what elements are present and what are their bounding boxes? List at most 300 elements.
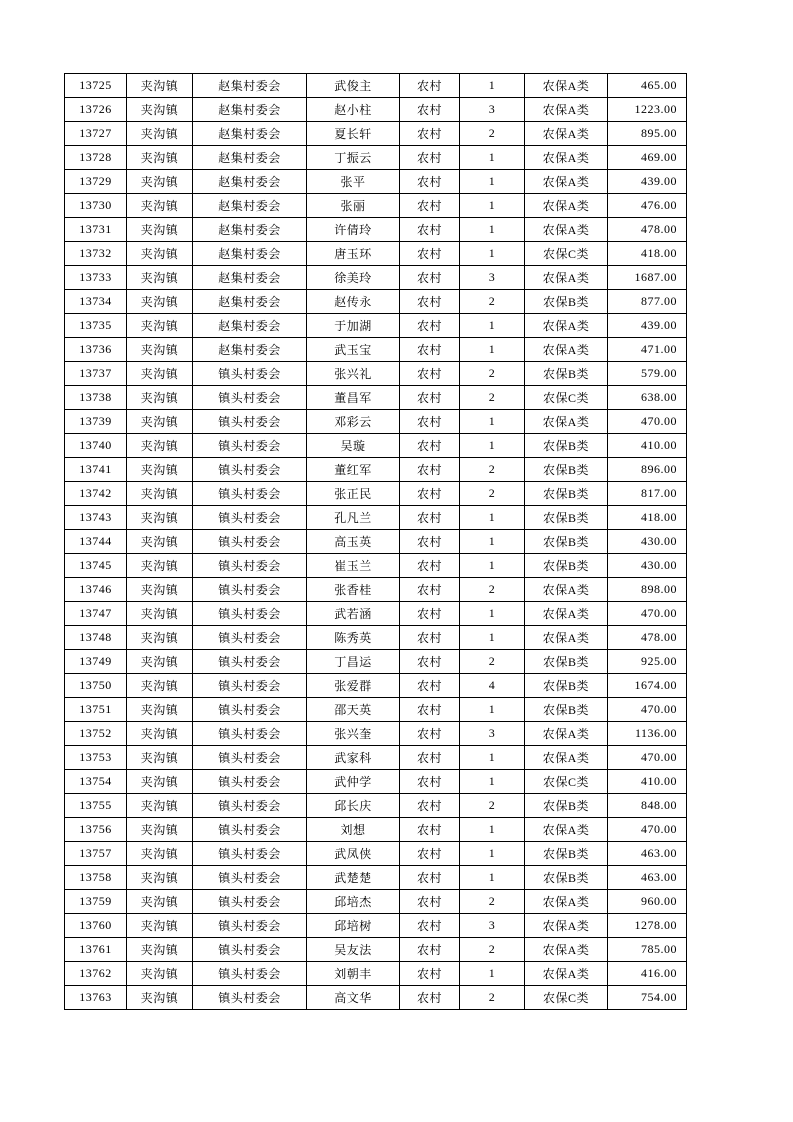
- table-row: [65, 746, 687, 770]
- cell-village: 镇头村委会: [193, 674, 307, 698]
- table-row: [65, 794, 687, 818]
- cell-amount: 478.00: [608, 626, 687, 650]
- cell-type: 农村: [400, 818, 460, 842]
- cell-category: 农保A类: [525, 818, 608, 842]
- table-row: [65, 698, 687, 722]
- cell-count: 1: [460, 338, 525, 362]
- cell-id: 13754: [65, 770, 127, 794]
- cell-village: 镇头村委会: [193, 722, 307, 746]
- cell-id: 13741: [65, 458, 127, 482]
- cell-name: 许倩玲: [307, 218, 400, 242]
- table-row: [65, 410, 687, 434]
- cell-name: 邱培树: [307, 914, 400, 938]
- cell-type: 农村: [400, 674, 460, 698]
- cell-name: 高玉英: [307, 530, 400, 554]
- cell-type: 农村: [400, 458, 460, 482]
- cell-category: 农保B类: [525, 362, 608, 386]
- cell-name: 董红军: [307, 458, 400, 482]
- cell-type: 农村: [400, 386, 460, 410]
- cell-town: 夹沟镇: [127, 650, 193, 674]
- cell-id: 13755: [65, 794, 127, 818]
- cell-village: 镇头村委会: [193, 962, 307, 986]
- cell-name: 张兴礼: [307, 362, 400, 386]
- cell-category: 农保A类: [525, 914, 608, 938]
- cell-amount: 470.00: [608, 698, 687, 722]
- cell-town: 夹沟镇: [127, 266, 193, 290]
- cell-name: 武玉宝: [307, 338, 400, 362]
- cell-type: 农村: [400, 530, 460, 554]
- cell-category: 农保B类: [525, 554, 608, 578]
- cell-id: 13730: [65, 194, 127, 218]
- cell-name: 唐玉环: [307, 242, 400, 266]
- cell-type: 农村: [400, 434, 460, 458]
- cell-count: 2: [460, 290, 525, 314]
- table-row: [65, 890, 687, 914]
- cell-amount: 579.00: [608, 362, 687, 386]
- cell-amount: 478.00: [608, 218, 687, 242]
- table-row: [65, 650, 687, 674]
- table-row: [65, 770, 687, 794]
- cell-village: 镇头村委会: [193, 866, 307, 890]
- table-row: [65, 914, 687, 938]
- cell-category: 农保A类: [525, 962, 608, 986]
- cell-type: 农村: [400, 578, 460, 602]
- cell-amount: 1687.00: [608, 266, 687, 290]
- cell-village: 镇头村委会: [193, 698, 307, 722]
- cell-id: 13757: [65, 842, 127, 866]
- cell-id: 13738: [65, 386, 127, 410]
- cell-name: 刘想: [307, 818, 400, 842]
- cell-town: 夹沟镇: [127, 362, 193, 386]
- table-row: [65, 866, 687, 890]
- cell-amount: 469.00: [608, 146, 687, 170]
- cell-town: 夹沟镇: [127, 842, 193, 866]
- cell-id: 13726: [65, 98, 127, 122]
- cell-count: 1: [460, 194, 525, 218]
- cell-amount: 471.00: [608, 338, 687, 362]
- cell-type: 农村: [400, 194, 460, 218]
- cell-category: 农保A类: [525, 98, 608, 122]
- table-row: [65, 626, 687, 650]
- cell-town: 夹沟镇: [127, 122, 193, 146]
- cell-category: 农保B类: [525, 842, 608, 866]
- cell-category: 农保A类: [525, 74, 608, 98]
- table-row: [65, 266, 687, 290]
- cell-category: 农保A类: [525, 338, 608, 362]
- cell-type: 农村: [400, 98, 460, 122]
- cell-category: 农保A类: [525, 146, 608, 170]
- cell-id: 13751: [65, 698, 127, 722]
- cell-count: 1: [460, 698, 525, 722]
- cell-id: 13731: [65, 218, 127, 242]
- cell-category: 农保C类: [525, 242, 608, 266]
- cell-count: 2: [460, 986, 525, 1010]
- cell-count: 1: [460, 626, 525, 650]
- cell-id: 13758: [65, 866, 127, 890]
- cell-count: 1: [460, 842, 525, 866]
- cell-village: 赵集村委会: [193, 170, 307, 194]
- cell-type: 农村: [400, 866, 460, 890]
- table-row: [65, 530, 687, 554]
- cell-town: 夹沟镇: [127, 410, 193, 434]
- cell-village: 镇头村委会: [193, 482, 307, 506]
- table-row: [65, 338, 687, 362]
- cell-type: 农村: [400, 170, 460, 194]
- cell-town: 夹沟镇: [127, 146, 193, 170]
- cell-category: 农保B类: [525, 794, 608, 818]
- cell-count: 1: [460, 770, 525, 794]
- table-row: [65, 458, 687, 482]
- cell-type: 农村: [400, 626, 460, 650]
- cell-id: 13739: [65, 410, 127, 434]
- cell-type: 农村: [400, 410, 460, 434]
- cell-name: 赵小柱: [307, 98, 400, 122]
- table-row: [65, 962, 687, 986]
- cell-name: 武楚楚: [307, 866, 400, 890]
- cell-count: 2: [460, 482, 525, 506]
- cell-village: 镇头村委会: [193, 770, 307, 794]
- table-row: [65, 146, 687, 170]
- cell-count: 3: [460, 98, 525, 122]
- cell-category: 农保C类: [525, 386, 608, 410]
- cell-amount: 1278.00: [608, 914, 687, 938]
- cell-village: 赵集村委会: [193, 122, 307, 146]
- cell-category: 农保A类: [525, 170, 608, 194]
- cell-id: 13728: [65, 146, 127, 170]
- cell-category: 农保B类: [525, 482, 608, 506]
- cell-town: 夹沟镇: [127, 530, 193, 554]
- cell-name: 丁振云: [307, 146, 400, 170]
- cell-name: 武家科: [307, 746, 400, 770]
- cell-category: 农保A类: [525, 122, 608, 146]
- cell-type: 农村: [400, 794, 460, 818]
- cell-count: 1: [460, 146, 525, 170]
- cell-id: 13733: [65, 266, 127, 290]
- cell-amount: 470.00: [608, 746, 687, 770]
- cell-count: 1: [460, 314, 525, 338]
- cell-name: 丁昌运: [307, 650, 400, 674]
- cell-village: 镇头村委会: [193, 362, 307, 386]
- cell-town: 夹沟镇: [127, 290, 193, 314]
- cell-village: 赵集村委会: [193, 290, 307, 314]
- cell-amount: 785.00: [608, 938, 687, 962]
- cell-village: 赵集村委会: [193, 314, 307, 338]
- cell-amount: 439.00: [608, 314, 687, 338]
- cell-category: 农保A类: [525, 746, 608, 770]
- cell-amount: 439.00: [608, 170, 687, 194]
- cell-town: 夹沟镇: [127, 98, 193, 122]
- cell-id: 13748: [65, 626, 127, 650]
- table-row: [65, 362, 687, 386]
- cell-type: 农村: [400, 314, 460, 338]
- cell-id: 13756: [65, 818, 127, 842]
- cell-count: 3: [460, 722, 525, 746]
- cell-id: 13737: [65, 362, 127, 386]
- cell-type: 农村: [400, 914, 460, 938]
- cell-village: 镇头村委会: [193, 650, 307, 674]
- cell-amount: 470.00: [608, 410, 687, 434]
- cell-count: 1: [460, 962, 525, 986]
- cell-name: 陈秀英: [307, 626, 400, 650]
- cell-amount: 877.00: [608, 290, 687, 314]
- cell-count: 2: [460, 938, 525, 962]
- cell-type: 农村: [400, 746, 460, 770]
- cell-type: 农村: [400, 890, 460, 914]
- cell-category: 农保A类: [525, 578, 608, 602]
- cell-town: 夹沟镇: [127, 866, 193, 890]
- cell-count: 3: [460, 266, 525, 290]
- cell-village: 镇头村委会: [193, 890, 307, 914]
- cell-town: 夹沟镇: [127, 458, 193, 482]
- cell-village: 镇头村委会: [193, 746, 307, 770]
- cell-village: 赵集村委会: [193, 266, 307, 290]
- cell-count: 4: [460, 674, 525, 698]
- table-row: [65, 218, 687, 242]
- cell-village: 镇头村委会: [193, 458, 307, 482]
- cell-name: 邱培杰: [307, 890, 400, 914]
- cell-name: 董昌军: [307, 386, 400, 410]
- cell-category: 农保B类: [525, 530, 608, 554]
- cell-village: 镇头村委会: [193, 602, 307, 626]
- cell-type: 农村: [400, 122, 460, 146]
- table-row: [65, 506, 687, 530]
- cell-name: 邵天英: [307, 698, 400, 722]
- cell-amount: 848.00: [608, 794, 687, 818]
- cell-amount: 463.00: [608, 842, 687, 866]
- table-row: [65, 194, 687, 218]
- cell-id: 13763: [65, 986, 127, 1010]
- cell-village: 镇头村委会: [193, 818, 307, 842]
- cell-amount: 476.00: [608, 194, 687, 218]
- cell-amount: 896.00: [608, 458, 687, 482]
- cell-id: 13732: [65, 242, 127, 266]
- cell-name: 张正民: [307, 482, 400, 506]
- cell-name: 张香桂: [307, 578, 400, 602]
- cell-village: 镇头村委会: [193, 986, 307, 1010]
- table-row: [65, 314, 687, 338]
- cell-count: 2: [460, 794, 525, 818]
- cell-count: 1: [460, 218, 525, 242]
- table-row: [65, 98, 687, 122]
- cell-village: 镇头村委会: [193, 914, 307, 938]
- cell-town: 夹沟镇: [127, 434, 193, 458]
- cell-id: 13729: [65, 170, 127, 194]
- cell-category: 农保A类: [525, 938, 608, 962]
- cell-town: 夹沟镇: [127, 194, 193, 218]
- cell-name: 赵传永: [307, 290, 400, 314]
- cell-village: 镇头村委会: [193, 842, 307, 866]
- cell-id: 13753: [65, 746, 127, 770]
- cell-type: 农村: [400, 290, 460, 314]
- cell-amount: 925.00: [608, 650, 687, 674]
- table-row: [65, 170, 687, 194]
- cell-type: 农村: [400, 266, 460, 290]
- cell-id: 13761: [65, 938, 127, 962]
- table-row: [65, 434, 687, 458]
- table-row: [65, 74, 687, 98]
- cell-amount: 416.00: [608, 962, 687, 986]
- cell-town: 夹沟镇: [127, 386, 193, 410]
- cell-type: 农村: [400, 218, 460, 242]
- cell-category: 农保B类: [525, 458, 608, 482]
- cell-category: 农保A类: [525, 266, 608, 290]
- cell-town: 夹沟镇: [127, 554, 193, 578]
- cell-village: 镇头村委会: [193, 794, 307, 818]
- cell-amount: 1223.00: [608, 98, 687, 122]
- cell-town: 夹沟镇: [127, 338, 193, 362]
- cell-village: 镇头村委会: [193, 938, 307, 962]
- cell-amount: 470.00: [608, 602, 687, 626]
- cell-town: 夹沟镇: [127, 722, 193, 746]
- cell-category: 农保B类: [525, 866, 608, 890]
- table-row: [65, 842, 687, 866]
- cell-town: 夹沟镇: [127, 170, 193, 194]
- cell-amount: 960.00: [608, 890, 687, 914]
- table-row: [65, 482, 687, 506]
- cell-amount: 898.00: [608, 578, 687, 602]
- cell-name: 武若涵: [307, 602, 400, 626]
- cell-name: 孔凡兰: [307, 506, 400, 530]
- cell-category: 农保B类: [525, 434, 608, 458]
- cell-amount: 895.00: [608, 122, 687, 146]
- cell-id: 13740: [65, 434, 127, 458]
- cell-village: 镇头村委会: [193, 434, 307, 458]
- cell-name: 崔玉兰: [307, 554, 400, 578]
- cell-village: 赵集村委会: [193, 194, 307, 218]
- cell-amount: 410.00: [608, 770, 687, 794]
- cell-type: 农村: [400, 650, 460, 674]
- cell-amount: 418.00: [608, 242, 687, 266]
- cell-town: 夹沟镇: [127, 938, 193, 962]
- cell-amount: 418.00: [608, 506, 687, 530]
- cell-count: 1: [460, 410, 525, 434]
- cell-amount: 410.00: [608, 434, 687, 458]
- cell-name: 高文华: [307, 986, 400, 1010]
- cell-type: 农村: [400, 722, 460, 746]
- cell-town: 夹沟镇: [127, 482, 193, 506]
- cell-name: 吴友法: [307, 938, 400, 962]
- cell-village: 镇头村委会: [193, 626, 307, 650]
- cell-name: 于加湖: [307, 314, 400, 338]
- cell-name: 张丽: [307, 194, 400, 218]
- table-row: [65, 242, 687, 266]
- cell-town: 夹沟镇: [127, 218, 193, 242]
- cell-count: 2: [460, 578, 525, 602]
- cell-count: 1: [460, 530, 525, 554]
- cell-name: 武仲学: [307, 770, 400, 794]
- cell-id: 13750: [65, 674, 127, 698]
- table-row: [65, 722, 687, 746]
- cell-id: 13759: [65, 890, 127, 914]
- cell-town: 夹沟镇: [127, 74, 193, 98]
- cell-count: 1: [460, 746, 525, 770]
- cell-id: 13749: [65, 650, 127, 674]
- cell-type: 农村: [400, 242, 460, 266]
- cell-id: 13752: [65, 722, 127, 746]
- cell-count: 1: [460, 866, 525, 890]
- cell-count: 3: [460, 914, 525, 938]
- cell-id: 13747: [65, 602, 127, 626]
- cell-type: 农村: [400, 338, 460, 362]
- cell-town: 夹沟镇: [127, 818, 193, 842]
- cell-category: 农保B类: [525, 674, 608, 698]
- cell-count: 2: [460, 458, 525, 482]
- cell-id: 13727: [65, 122, 127, 146]
- cell-category: 农保B类: [525, 290, 608, 314]
- cell-count: 2: [460, 386, 525, 410]
- cell-count: 2: [460, 362, 525, 386]
- cell-village: 赵集村委会: [193, 74, 307, 98]
- benefits-table: [64, 73, 687, 1010]
- cell-name: 夏长轩: [307, 122, 400, 146]
- cell-type: 农村: [400, 698, 460, 722]
- table-row: [65, 938, 687, 962]
- table-row: [65, 290, 687, 314]
- cell-type: 农村: [400, 986, 460, 1010]
- cell-id: 13760: [65, 914, 127, 938]
- cell-count: 2: [460, 122, 525, 146]
- cell-village: 赵集村委会: [193, 218, 307, 242]
- cell-type: 农村: [400, 842, 460, 866]
- cell-id: 13734: [65, 290, 127, 314]
- cell-village: 镇头村委会: [193, 554, 307, 578]
- table-row: [65, 602, 687, 626]
- cell-category: 农保B类: [525, 698, 608, 722]
- cell-town: 夹沟镇: [127, 986, 193, 1010]
- cell-town: 夹沟镇: [127, 602, 193, 626]
- cell-name: 吴璇: [307, 434, 400, 458]
- cell-amount: 1136.00: [608, 722, 687, 746]
- cell-town: 夹沟镇: [127, 698, 193, 722]
- cell-name: 张平: [307, 170, 400, 194]
- cell-category: 农保B类: [525, 506, 608, 530]
- table-row: [65, 986, 687, 1010]
- cell-village: 镇头村委会: [193, 578, 307, 602]
- cell-id: 13735: [65, 314, 127, 338]
- cell-amount: 638.00: [608, 386, 687, 410]
- cell-name: 张兴奎: [307, 722, 400, 746]
- cell-count: 1: [460, 554, 525, 578]
- cell-type: 农村: [400, 770, 460, 794]
- cell-village: 赵集村委会: [193, 146, 307, 170]
- cell-amount: 754.00: [608, 986, 687, 1010]
- cell-id: 13746: [65, 578, 127, 602]
- cell-amount: 465.00: [608, 74, 687, 98]
- cell-village: 镇头村委会: [193, 530, 307, 554]
- cell-name: 邓彩云: [307, 410, 400, 434]
- cell-type: 农村: [400, 962, 460, 986]
- cell-category: 农保B类: [525, 650, 608, 674]
- cell-town: 夹沟镇: [127, 962, 193, 986]
- cell-type: 农村: [400, 146, 460, 170]
- cell-town: 夹沟镇: [127, 914, 193, 938]
- cell-id: 13742: [65, 482, 127, 506]
- cell-count: 1: [460, 74, 525, 98]
- table-row: [65, 578, 687, 602]
- cell-count: 1: [460, 242, 525, 266]
- cell-town: 夹沟镇: [127, 674, 193, 698]
- cell-town: 夹沟镇: [127, 506, 193, 530]
- cell-village: 赵集村委会: [193, 242, 307, 266]
- cell-amount: 430.00: [608, 554, 687, 578]
- table-row: [65, 122, 687, 146]
- cell-town: 夹沟镇: [127, 314, 193, 338]
- cell-type: 农村: [400, 938, 460, 962]
- cell-type: 农村: [400, 362, 460, 386]
- cell-type: 农村: [400, 506, 460, 530]
- cell-count: 2: [460, 890, 525, 914]
- cell-type: 农村: [400, 554, 460, 578]
